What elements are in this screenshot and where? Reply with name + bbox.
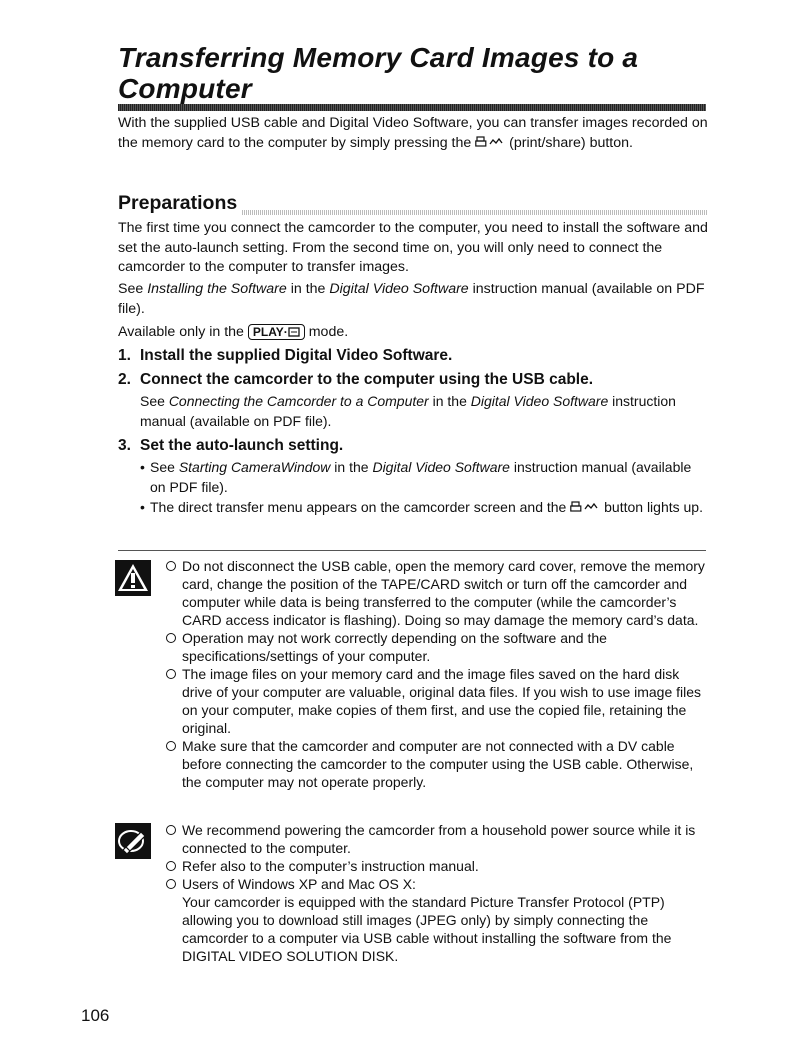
preparations-heading	[118, 192, 708, 216]
step-1: 1. Install the supplied Digital Video Software.	[118, 347, 453, 364]
note-list	[166, 821, 706, 965]
circle-bullet-icon	[166, 825, 176, 835]
circle-bullet-icon	[166, 633, 176, 643]
page-title: Transferring Memory Card Images to a Computer	[118, 42, 639, 104]
preparations-paragraph-2: See Installing the Software in the Digital Video Software instruction manual (available on PDF file).	[118, 281, 705, 317]
note-pencil-icon	[115, 823, 151, 864]
step-3-bullet-1: • See Starting CameraWindow in the Digital Video Software instruction manual (available on PDF file).	[140, 459, 692, 495]
caution-list	[166, 557, 706, 791]
mode-paragraph: Available only in the PLAY· mode.	[118, 324, 349, 340]
step-2-detail: See Connecting the Camcorder to a Computer in the Digital Video Software instruction manual (available on PDF file).	[140, 393, 676, 429]
card-icon	[288, 327, 300, 337]
circle-bullet-icon	[166, 669, 176, 679]
circle-bullet-icon	[166, 879, 176, 889]
title-underline	[118, 104, 706, 111]
note-item: Refer also to the computer’s instruction manual.	[166, 857, 706, 875]
print-share-icon	[570, 499, 600, 515]
intro-paragraph	[118, 114, 708, 153]
section-title: Preparations	[118, 192, 241, 215]
caution-item: Make sure that the camcorder and computer are not connected with a DV cable before connecting the camcorder to the computer using the USB cable. Otherwise, the computer may not operate properly.	[166, 737, 706, 791]
caution-item: Operation may not work correctly depending on the software and the specifications/settings of your computer.	[166, 629, 706, 665]
ref-installing: Installing the Software	[147, 281, 287, 297]
ptp-note: Your camcorder is equipped with the standard Picture Transfer Protocol (PTP) allowing you to download still images (JPEG only) by simply connecting the camcorder to a computer via USB cable without installing the software from the DIGITAL VIDEO SOLUTION DISK.	[182, 894, 672, 964]
intro-text-start: With the supplied USB cable and Digital Video Software, you can transfer images recorded on the memory card to the computer by simply pressing the	[118, 115, 708, 151]
ref-dvs: Digital Video Software	[329, 281, 469, 297]
intro-text-end: (print/share) button.	[505, 134, 633, 151]
print-share-icon	[475, 135, 505, 151]
step-3: 3. Set the auto-launch setting.	[118, 437, 344, 454]
circle-bullet-icon	[166, 561, 176, 571]
step-2: 2. Connect the camcorder to the computer using the USB cable.	[118, 371, 594, 388]
caution-icon	[115, 560, 151, 601]
page-number: 106	[81, 1006, 110, 1025]
caution-divider	[118, 550, 706, 551]
step-3-bullet-2: • The direct transfer menu appears on the camcorder screen and the button lights up.	[140, 499, 703, 515]
circle-bullet-icon	[166, 741, 176, 751]
note-item: We recommend powering the camcorder from a household power source while it is connected to the computer.	[166, 821, 706, 857]
circle-bullet-icon	[166, 861, 176, 871]
caution-item: The image files on your memory card and the image files saved on the hard disk drive of your computer are valuable, original data files. If you wish to use image files on your computer, make copies of them first, and use the copied file, retaining the original.	[166, 665, 706, 737]
caution-item: Do not disconnect the USB cable, open the memory card cover, remove the memory card, change the position of the TAPE/CARD switch or turn off the camcorder and computer while data is being transferred to the computer (while the camcorder’s CARD access indicator is flashing). Doing so may damage the memory card’s data.	[166, 557, 706, 629]
note-item: Users of Windows XP and Mac OS X: Your camcorder is equipped with the standard Picture Transfer Protocol (PTP) allowing you to download still images (JPEG only) by simply connecting the camcorder to a computer via USB cable without installing the software from the DIGITAL VIDEO SOLUTION DISK.	[166, 875, 706, 965]
play-card-mode-badge: PLAY·	[248, 324, 305, 340]
preparations-paragraph-1: The first time you connect the camcorder to the computer, you need to install the software and set the auto-launch setting. From the second time on, you will only need to connect the camcorder to the computer to transfer images.	[118, 220, 708, 275]
